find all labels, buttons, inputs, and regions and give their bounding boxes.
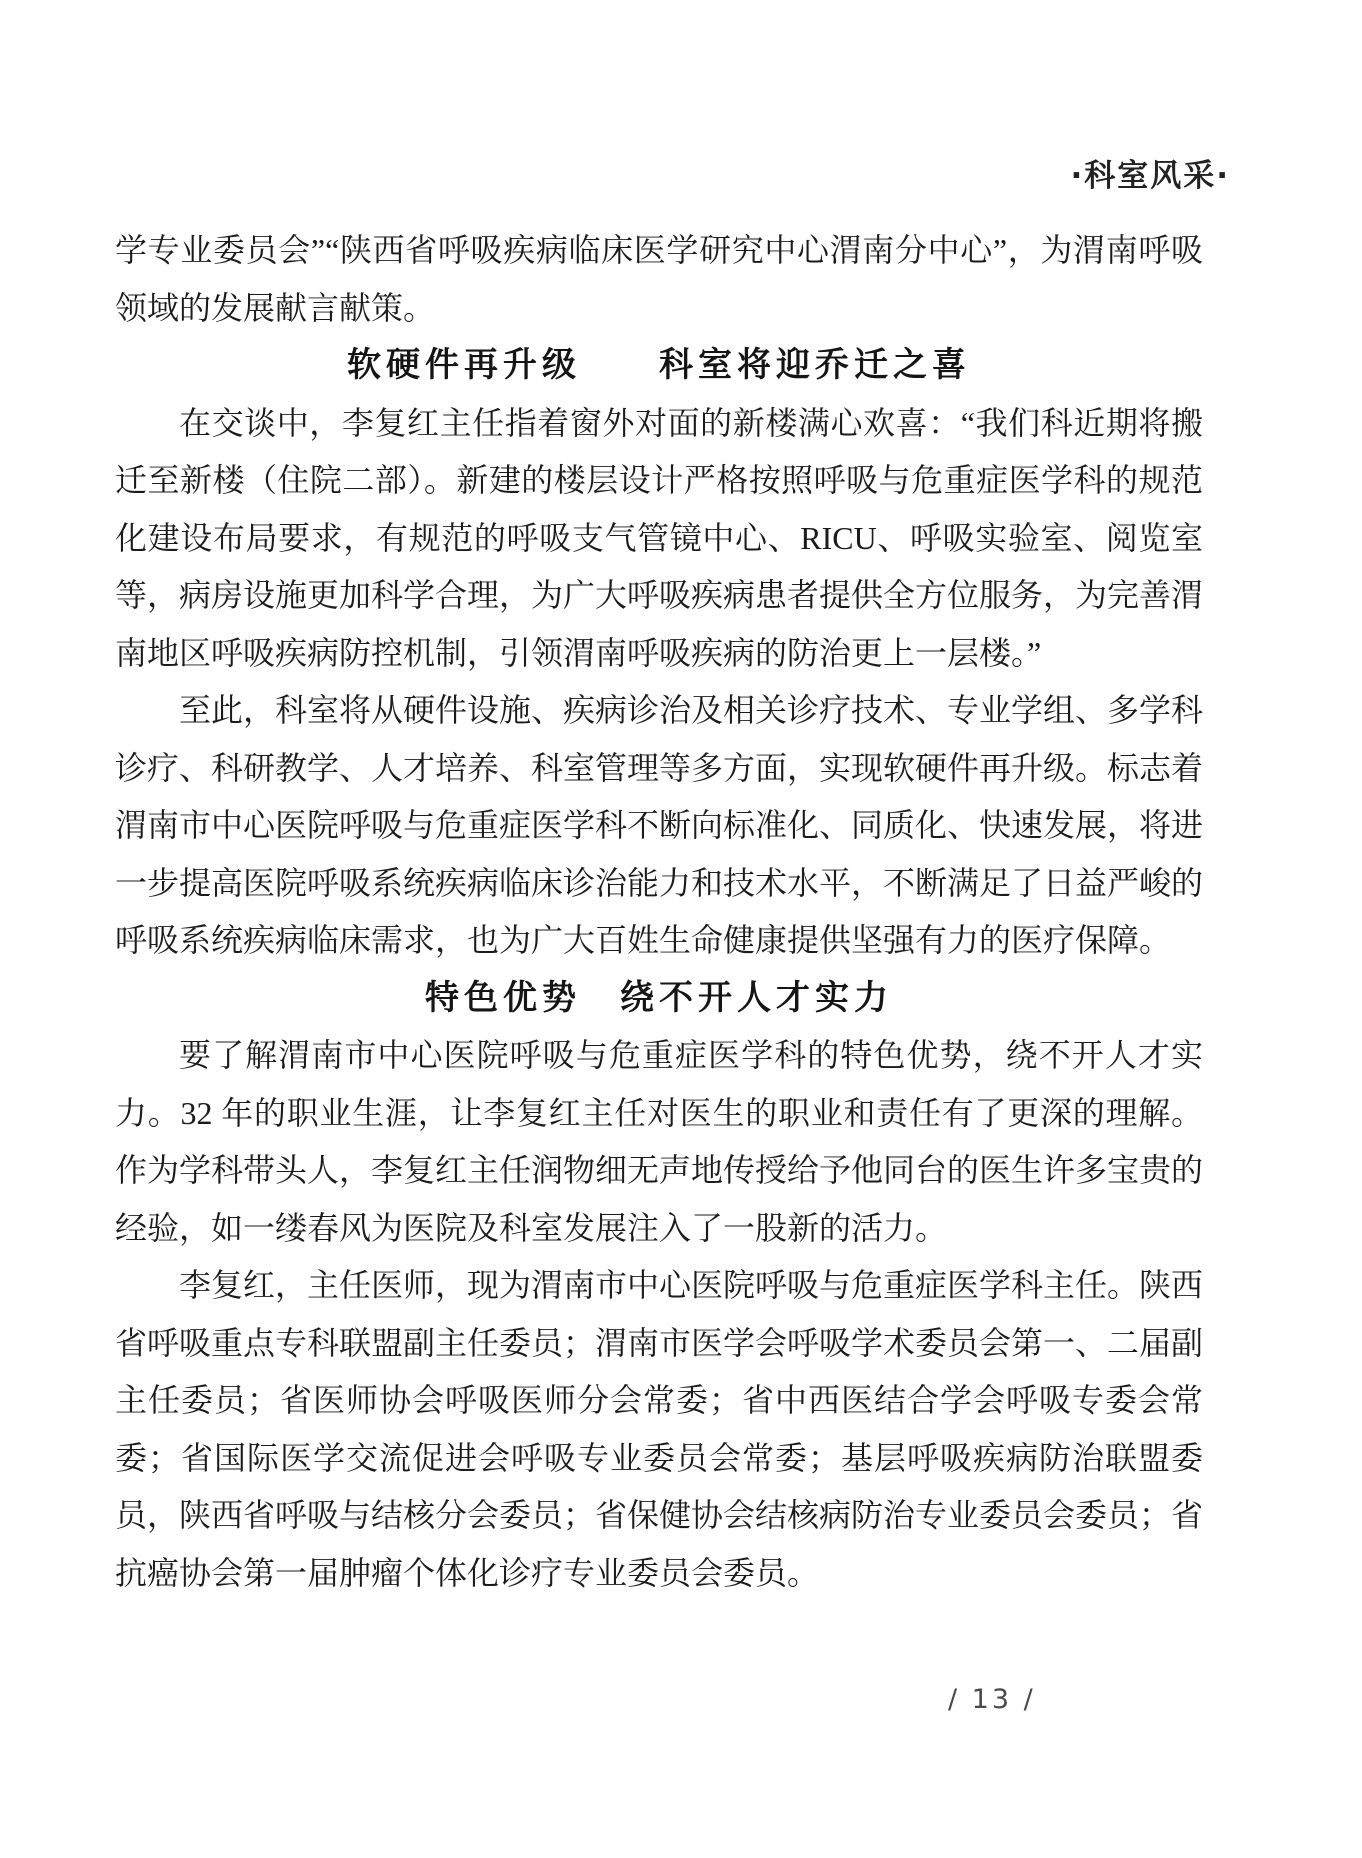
- section-heading-2: 特色优势 绕不开人才实力: [425, 979, 893, 1017]
- section-heading-1: 软硬件再升级 科室将迎乔迁之喜: [347, 347, 971, 384]
- paragraph-4: 要了解渭南市中心医院呼吸与危重症医学科的特色优势，绕不开人才实力。32 年的职业生涯，让李复红主任对医生的职业和责任有了更深的理解。作为学科带头人，李复红主任润物细无声地传授给予他同台的医生许多宝贵的经验，如一缕春风为医院及科室发展注入了一股新的活力。: [115, 1037, 1204, 1246]
- section-header: ·科室风采·: [1070, 158, 1230, 194]
- paragraph-continuation: 学专业委员会”“陕西省呼吸疾病临床医学研究中心渭南分中心”，为渭南呼吸领域的发展献言献策。: [115, 232, 1203, 326]
- paragraph-5: 李复红，主任医师，现为渭南市中心医院呼吸与危重症医学科主任。陕西省呼吸重点专科联盟副主任委员；渭南市医学会呼吸学术委员会第一、二届副主任委员；省医师协会呼吸医师分会常委；省中西医结合学会呼吸专委会常委；省国际医学交流促进会呼吸专业委员会常委；基层呼吸疾病防治联盟委员，陕西省呼吸与结核分会委员；省保健协会结核病防治专业委员会委员；省抗癌协会第一届肿瘤个体化诊疗专业委员会委员。: [115, 1267, 1204, 1591]
- paragraph-2: 在交谈中，李复红主任指着窗外对面的新楼满心欢喜：“我们科近期将搬迁至新楼（住院二部）。新建的楼层设计严格按照呼吸与危重症医学科的规范化建设布局要求，有规范的呼吸支气管镜中心、RICU、呼吸实验室、阅览室等，病房设施更加科学合理，为广大呼吸疾病患者提供全方位服务，为完善渭南地区呼吸疾病防控机制，引领渭南呼吸疾病的防治更上一层楼。”: [115, 404, 1204, 671]
- page-number: / 13 /: [948, 1684, 1036, 1715]
- paragraph-3: 至此，科室将从硬件设施、疾病诊治及相关诊疗技术、专业学组、多学科诊疗、科研教学、人才培养、科室管理等多方面，实现软硬件再升级。标志着渭南市中心医院呼吸与危重症医学科不断向标准化、同质化、快速发展，将进一步提高医院呼吸系统疾病临床诊治能力和技术水平，不断满足了日益严峻的呼吸系统疾病临床需求，也为广大百姓生命健康提供坚强有力的医疗保障。: [115, 692, 1204, 958]
- article-body: [115, 222, 1203, 1602]
